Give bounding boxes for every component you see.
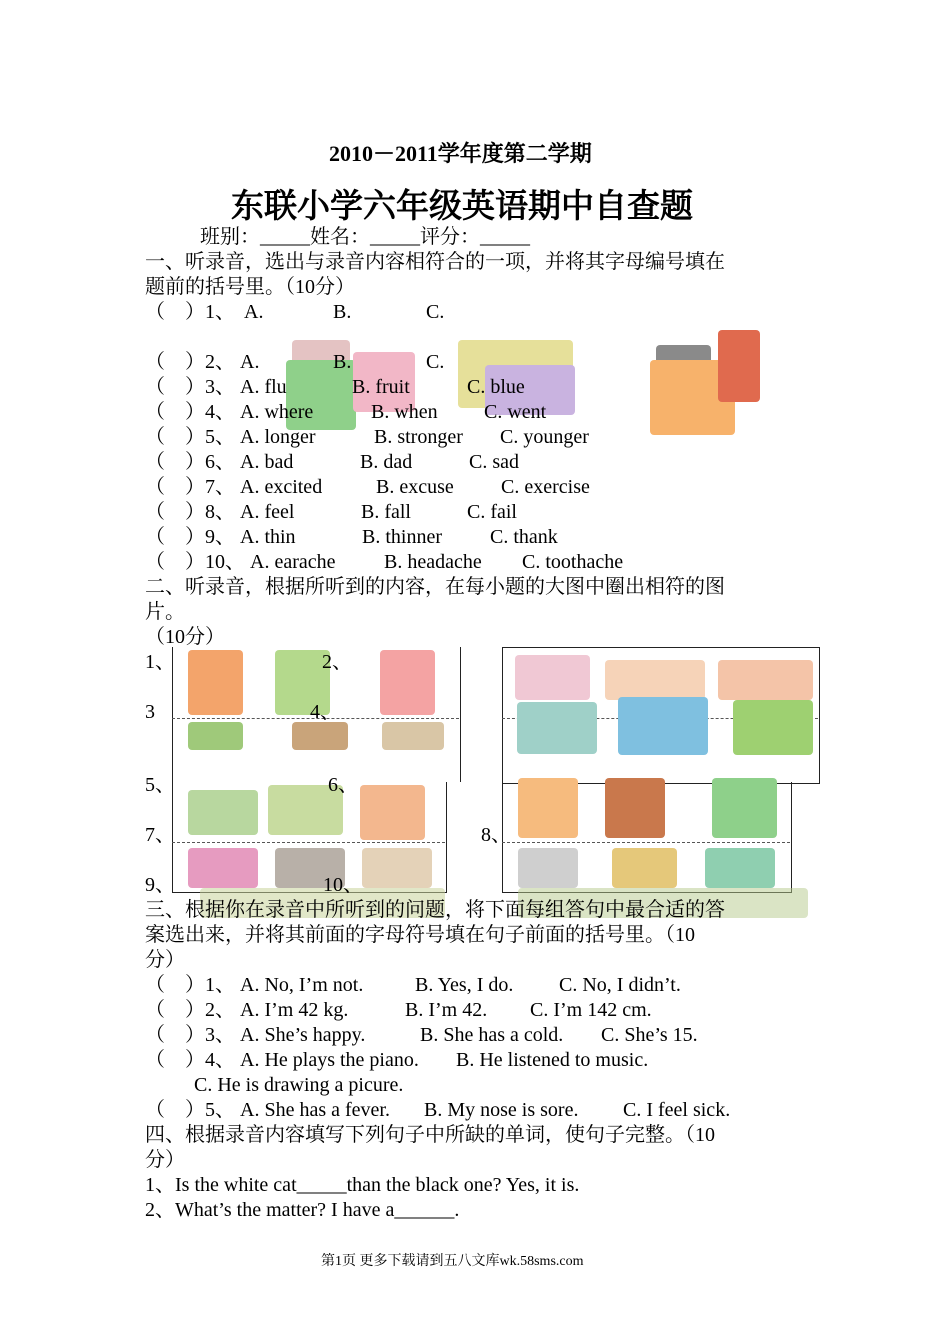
item-number: （ ）10、 bbox=[145, 551, 245, 573]
item-number: （ ）5、 bbox=[145, 426, 235, 448]
picture-boy-sick-icon bbox=[380, 650, 435, 715]
item-number: （ ）4、 bbox=[145, 401, 235, 423]
option-c: C. blue bbox=[467, 376, 525, 398]
picture-boy-eating-icon bbox=[712, 778, 777, 838]
item-number: （ ）7、 bbox=[145, 476, 235, 498]
picture-girl-reading-icon bbox=[360, 785, 425, 840]
item-number: （ ）1、 bbox=[145, 974, 235, 996]
picture-label-9: 9、 bbox=[145, 874, 175, 896]
section1-title: 一、听录音，选出与录音内容相符合的一项，并将其字母编号填在 bbox=[145, 251, 725, 273]
option-c: C. No, I didn’t. bbox=[559, 974, 681, 996]
picture-fishing-icon bbox=[517, 702, 597, 754]
option-b: B. He listened to music. bbox=[456, 1049, 649, 1071]
option-a: A. He plays the piano. bbox=[240, 1049, 419, 1071]
option-a: A. bbox=[244, 301, 264, 323]
section3-title: 三、根据你在录音中所听到的问题，将下面每组答句中最合适的答 bbox=[145, 899, 725, 921]
option-c: C. bbox=[426, 301, 445, 323]
section3-title-cont: 案选出来，并将其前面的字母符号填在句子前面的括号里。（10 bbox=[145, 924, 695, 946]
picture-boy-nose-icon bbox=[518, 778, 578, 838]
picture-box-icon bbox=[292, 722, 348, 750]
option-a: A. She’s happy. bbox=[240, 1024, 366, 1046]
item-number: （ ）5、 bbox=[145, 1099, 235, 1121]
section4-title-cont: 分） bbox=[145, 1149, 185, 1171]
section2-title: 二、听录音，根据所听到的内容，在每小题的大图中圈出相符的图 bbox=[145, 576, 725, 598]
option-b: B. My nose is sore. bbox=[424, 1099, 579, 1121]
option-c: C. I’m 142 cm. bbox=[530, 999, 652, 1021]
picture-lake-icon bbox=[705, 848, 775, 888]
option-b: B. stronger bbox=[374, 426, 463, 448]
option-a: A. bad bbox=[240, 451, 294, 473]
picture-swimming-icon bbox=[618, 697, 708, 755]
divider bbox=[172, 842, 445, 843]
exam-title: 东联小学六年级英语期中自查题 bbox=[231, 189, 693, 225]
section4-item-2: 2、What’s the matter? I have a______. bbox=[145, 1199, 460, 1221]
section2-score: （10分） bbox=[145, 626, 225, 648]
option-c: C. thank bbox=[490, 526, 558, 548]
item-number: （ ）9、 bbox=[145, 526, 235, 548]
section2-title-cont: 片。 bbox=[145, 601, 185, 623]
section1-title-cont: 题前的括号里。（10分） bbox=[145, 276, 355, 298]
picture-family-icon bbox=[718, 660, 813, 700]
option-a: A. feel bbox=[240, 501, 295, 523]
picture-label-6: 6、 bbox=[328, 774, 358, 796]
picture-label-2: 2、 bbox=[322, 651, 352, 673]
option-a: A. earache bbox=[250, 551, 336, 573]
exam-year-title: 2010－2011学年度第二学期 bbox=[329, 141, 592, 166]
picture-plants-icon bbox=[188, 722, 243, 750]
option-b: B. She has a cold. bbox=[420, 1024, 564, 1046]
option-c: C. bbox=[426, 351, 445, 373]
option-b: B. when bbox=[371, 401, 438, 423]
option-b: B. I’m 42. bbox=[405, 999, 488, 1021]
picture-class-icon bbox=[515, 655, 590, 700]
option-a: A. I’m 42 kg. bbox=[240, 999, 349, 1021]
option-c: C. younger bbox=[500, 426, 589, 448]
page-footer: 第1页 更多下载请到五八文库wk.58sms.com bbox=[321, 1254, 584, 1269]
item-number: （ ）2、 bbox=[145, 999, 235, 1021]
picture-boy-happy-icon bbox=[188, 650, 243, 715]
picture-room-icon bbox=[382, 722, 444, 750]
option-b: B. dad bbox=[360, 451, 413, 473]
option-a: A. She has a fever. bbox=[240, 1099, 390, 1121]
option-c: C. toothache bbox=[522, 551, 624, 573]
picture-desk-icon bbox=[188, 848, 258, 888]
option-a: A. longer bbox=[240, 426, 316, 448]
option-b: B. headache bbox=[384, 551, 482, 573]
option-b: B. Yes, I do. bbox=[415, 974, 514, 996]
option-a: A. No, I’m not. bbox=[240, 974, 364, 996]
option-a: A. bbox=[240, 351, 260, 373]
item-number: （ ）4、 bbox=[145, 1049, 235, 1071]
item-number: （ ）3、 bbox=[145, 1024, 235, 1046]
student-info-line: 班别：_____姓名：_____评分：_____ bbox=[200, 226, 530, 248]
option-b: B. fall bbox=[361, 501, 411, 523]
option-b: B. fruit bbox=[352, 376, 410, 398]
picture-table-lamp-icon bbox=[518, 848, 578, 888]
option-b: B. bbox=[333, 301, 352, 323]
item-number: （ ）3、 bbox=[145, 376, 235, 398]
picture-boy-headache-icon bbox=[605, 778, 665, 838]
option-c: C. He is drawing a picure. bbox=[194, 1074, 404, 1096]
option-b: B. bbox=[333, 351, 352, 373]
picture-park-icon bbox=[188, 790, 258, 835]
section4-item-1: 1、Is the white cat_____than the black one? Yes, it is. bbox=[145, 1174, 580, 1196]
section4-title: 四、根据录音内容填写下列句子中所缺的单词，使句子完整。（10 bbox=[145, 1124, 715, 1146]
picture-label-10: 10、 bbox=[323, 874, 363, 896]
picture-label-3: 3 bbox=[145, 701, 155, 723]
option-c: C. sad bbox=[469, 451, 519, 473]
option-c: C. went bbox=[484, 401, 547, 423]
option-c: C. She’s 15. bbox=[601, 1024, 698, 1046]
picture-label-5: 5、 bbox=[145, 774, 175, 796]
picture-label-8: 8、 bbox=[481, 824, 511, 846]
picture-running-icon bbox=[733, 700, 813, 755]
item-number: （ ）2、 bbox=[145, 351, 235, 373]
item-number: （ ）6、 bbox=[145, 451, 235, 473]
picture-bike-icon bbox=[612, 848, 677, 888]
divider bbox=[502, 842, 790, 843]
option-c: C. exercise bbox=[501, 476, 590, 498]
option-c: C. I feel sick. bbox=[623, 1099, 731, 1121]
picture-label-7: 7、 bbox=[145, 824, 175, 846]
picture-label-1: 1、 bbox=[145, 651, 175, 673]
picture-label-4: 4、 bbox=[310, 701, 340, 723]
option-c: C. fail bbox=[467, 501, 517, 523]
option-b: B. thinner bbox=[362, 526, 442, 548]
picture-kitchen-icon bbox=[362, 848, 432, 888]
option-a: A. thin bbox=[240, 526, 296, 548]
item-number: （ ）8、 bbox=[145, 501, 235, 523]
item-number: （ ）1、 bbox=[145, 301, 235, 323]
option-a: A. flu bbox=[240, 376, 287, 398]
picture-woman-icon bbox=[718, 330, 760, 402]
option-a: A. where bbox=[240, 401, 314, 423]
option-b: B. excuse bbox=[376, 476, 454, 498]
option-a: A. excited bbox=[240, 476, 323, 498]
section3-score: 分） bbox=[145, 949, 185, 971]
picture-table-icon bbox=[605, 660, 705, 700]
